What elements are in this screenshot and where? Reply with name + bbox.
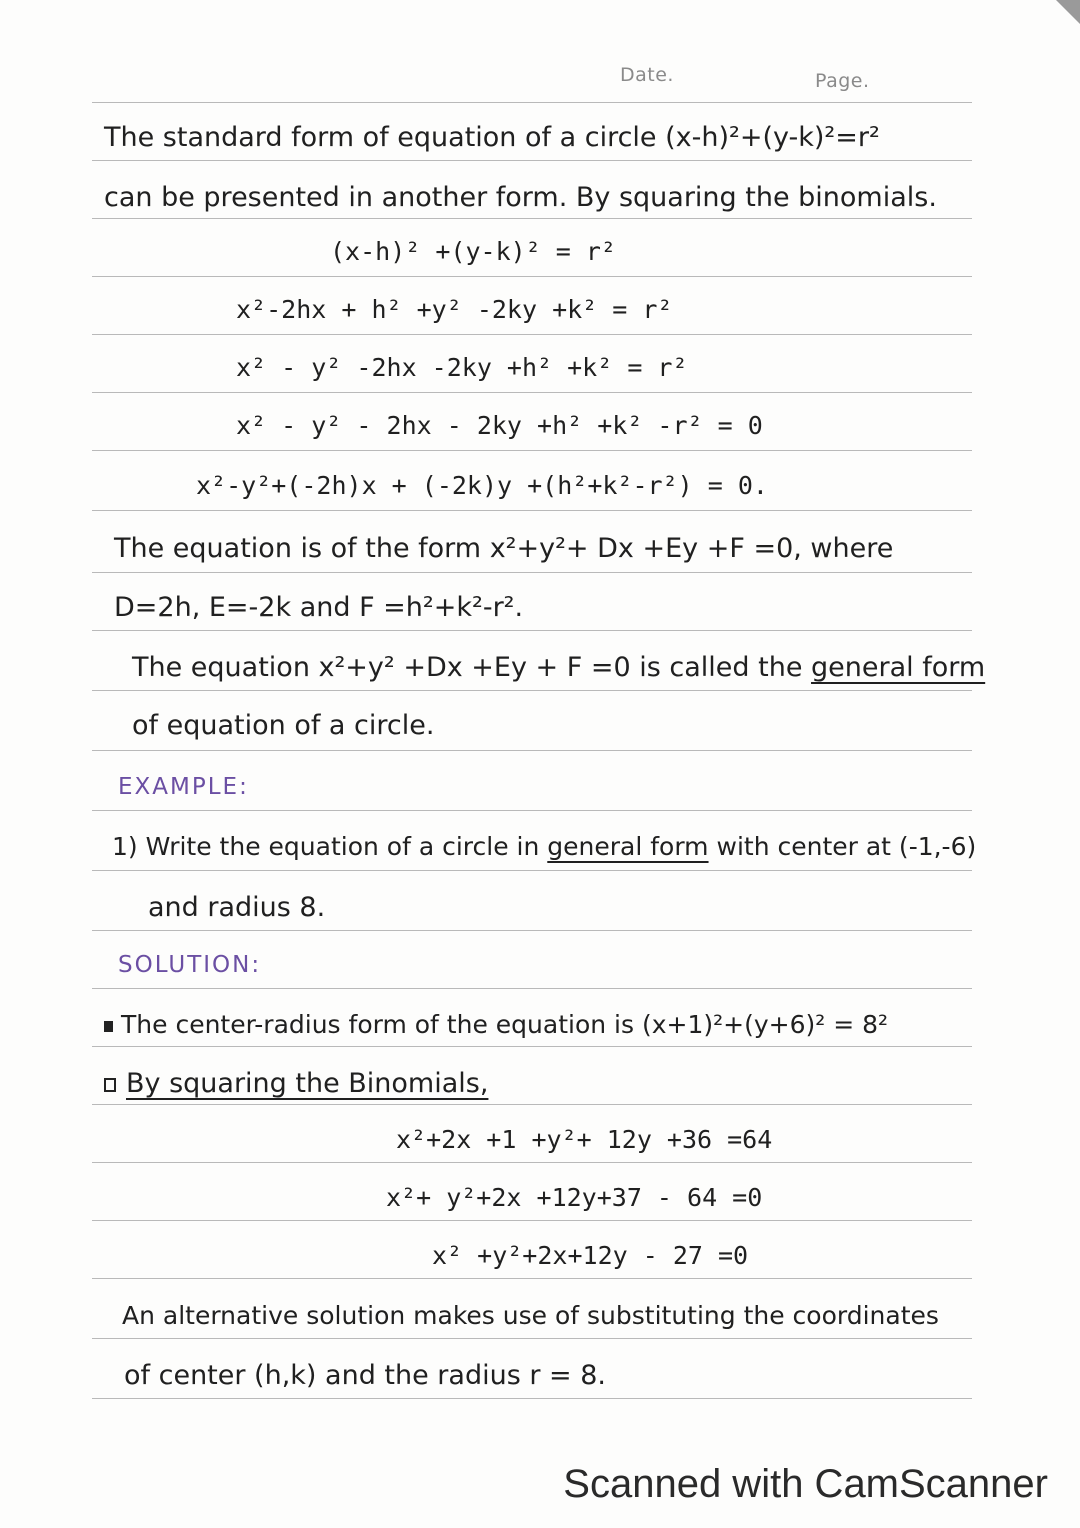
ruled-line bbox=[92, 630, 972, 631]
example-problem-line-2: and radius 8. bbox=[148, 892, 326, 923]
derivation-step: (x-h)² +(y-k)² = r² bbox=[330, 237, 616, 266]
ruled-line bbox=[92, 334, 972, 335]
ruled-line bbox=[92, 160, 972, 161]
derivation-step: x²-y²+(-2h)x + (-2k)y +(h²+k²-r²) = 0. bbox=[196, 471, 768, 500]
ruled-line bbox=[92, 510, 972, 511]
date-label: Date. bbox=[620, 64, 674, 86]
ruled-line bbox=[92, 1220, 972, 1221]
ruled-line bbox=[92, 988, 972, 989]
example-problem-suffix: with center at (-1,-6) bbox=[716, 832, 977, 861]
intro-line-1: The standard form of equation of a circle (x-h)²+(y-k)²=r² bbox=[104, 122, 880, 153]
general-form-line-2: of equation of a circle. bbox=[132, 710, 435, 741]
example-problem-highlight: general form bbox=[547, 832, 709, 861]
general-form-text: The equation x²+y² +Dx +Ey + F =0 is called the bbox=[132, 652, 803, 683]
form-note-line-1: The equation is of the form x²+y²+ Dx +Ey +F =0, where bbox=[114, 533, 894, 564]
page-corner-shadow bbox=[1056, 0, 1080, 24]
derivation-step: x² - y² -2hx -2ky +h² +k² = r² bbox=[236, 353, 688, 382]
ruled-line bbox=[92, 392, 972, 393]
example-heading: EXAMPLE: bbox=[118, 774, 249, 800]
open-bullet-icon bbox=[104, 1078, 116, 1092]
form-note-line-2: D=2h, E=-2k and F =h²+k²-r². bbox=[114, 592, 524, 623]
ruled-line bbox=[92, 1046, 972, 1047]
alternative-line-2: of center (h,k) and the radius r = 8. bbox=[124, 1360, 607, 1391]
ruled-line bbox=[92, 690, 972, 691]
ruled-line bbox=[92, 750, 972, 751]
solution-heading: SOLUTION: bbox=[118, 952, 262, 978]
ruled-line bbox=[92, 102, 972, 103]
ruled-line bbox=[92, 572, 972, 573]
derivation-step: x² - y² - 2hx - 2ky +h² +k² -r² = 0 bbox=[236, 411, 763, 440]
ruled-line bbox=[92, 276, 972, 277]
ruled-line bbox=[92, 1278, 972, 1279]
solution-work-step: x²+2x +1 +y²+ 12y +36 =64 bbox=[396, 1125, 773, 1154]
solution-work-step: x²+ y²+2x +12y+37 - 64 =0 bbox=[386, 1183, 763, 1212]
general-form-line-1 bbox=[132, 654, 985, 681]
ruled-line bbox=[92, 450, 972, 451]
page-label: Page. bbox=[815, 70, 870, 92]
ruled-line bbox=[92, 930, 972, 931]
solution-step-1-text: The center-radius form of the equation is (x+1)²+(y+6)² = 8² bbox=[121, 1010, 889, 1039]
intro-line-2: can be presented in another form. By squaring the binomials. bbox=[104, 182, 937, 213]
filled-bullet-icon bbox=[104, 1021, 113, 1032]
solution-step-1 bbox=[104, 1012, 888, 1037]
ruled-line bbox=[92, 1162, 972, 1163]
ruled-line bbox=[92, 1104, 972, 1105]
solution-step-2 bbox=[104, 1070, 488, 1097]
solution-work-step: x² +y²+2x+12y - 27 =0 bbox=[432, 1241, 749, 1270]
ruled-line bbox=[92, 218, 972, 219]
solution-step-2-text: By squaring the Binomials, bbox=[126, 1068, 489, 1099]
ruled-line bbox=[92, 870, 972, 871]
example-problem-text: 1) Write the equation of a circle in bbox=[112, 832, 540, 861]
ruled-line bbox=[92, 1338, 972, 1339]
example-problem-line-1 bbox=[112, 834, 976, 859]
ruled-line bbox=[92, 810, 972, 811]
alternative-line-1: An alternative solution makes use of substituting the coordinates bbox=[122, 1301, 939, 1330]
general-form-highlight: general form bbox=[811, 652, 986, 683]
derivation-step: x²-2hx + h² +y² -2ky +k² = r² bbox=[236, 295, 673, 324]
ruled-line bbox=[92, 1398, 972, 1399]
camscanner-watermark: Scanned with CamScanner bbox=[563, 1462, 1048, 1506]
